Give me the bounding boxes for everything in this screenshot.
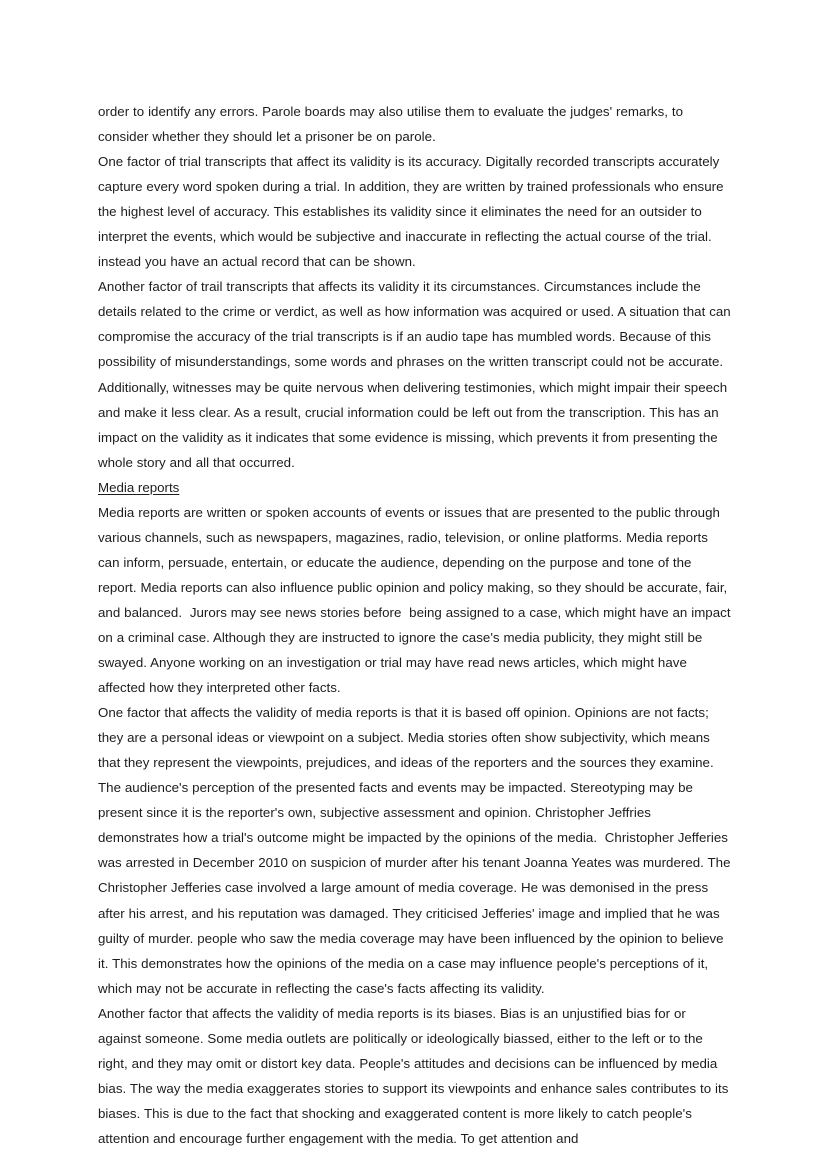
body-paragraph-1: order to identify any errors. Parole boards may also utilise them to evaluate the judges' remarks, to consider whether they should let a prisoner be on parole. [98, 104, 687, 145]
section-heading-media-reports [98, 475, 732, 500]
body-paragraph-5: One factor that affects the validity of media reports is that it is based off opinion. Opinions are not facts; they are a personal ideas or viewpoint on a subject. Media stories often show subjectivity, which means that they represent the viewpoints, prejudices, and ideas of the reporters and the sources they examine. The audience's perception of the presented facts and events may be impacted. Stereotyping may be present since it is the reporter's own, subjective assessment and opinion. Christopher Jeffries demonstrates how a trial's outcome might be impacted by the opinions of the media. Christopher Jefferies was arrested in December 2010 on suspicion of murder after his tenant Joanna Yeates was murdered. The Christopher Jefferies case involved a large amount of media coverage. He was demonised in the press after his arrest, and his reputation was damaged. They criticised Jefferies' image and implied that he was guilty of murder. people who saw the media coverage may have been influenced by the opinion to believe it. This demonstrates how the opinions of the media on a case may influence people's perceptions of it, which may not be accurate in reflecting the case's facts affecting its validity. [98, 705, 735, 996]
document-text-column [98, 99, 735, 1151]
section-heading-media-reports-text: Media reports [98, 479, 180, 495]
body-paragraph-3: Another factor of trail transcripts that affects its validity it its circumstances. Circumstances include the details related to the crime or verdict, as well as how information was acquired or used. A situation that can compromise the accuracy of the trial transcripts is if an audio tape has mumbled words. Because of this possibility of misunderstandings, some words and phrases on the written transcript could not be accurate. Additionally, witnesses may be quite nervous when delivering testimonies, which might impair their speech and make it less clear. As a result, crucial information could be left out from the transcription. This has an impact on the validity as it indicates that some evidence is missing, which prevents it from presenting the whole story and all that occurred. [98, 279, 735, 470]
body-paragraph-6: Another factor that affects the validity of media reports is its biases. Bias is an unjustified bias for or against someone. Some media outlets are politically or ideologically biassed, either to the left or to the right, and they may omit or distort key data. People's attitudes and decisions can be influenced by media bias. The way the media exaggerates stories to support its viewpoints and enhance sales contributes to its biases. This is due to the fact that shocking and exaggerated content is more likely to catch people's attention and encourage further engagement with the media. To get attention and [98, 1005, 733, 1146]
body-paragraph-4: Media reports are written or spoken accounts of events or issues that are presented to the public through various channels, such as newspapers, magazines, radio, television, or online platforms. Media reports can inform, persuade, entertain, or educate the audience, depending on the purpose and tone of the report. Media reports can also influence public opinion and policy making, so they should be accurate, fair, and balanced. Jurors may see news stories before being assigned to a case, which might have an impact on a criminal case. Although they are instructed to ignore the case's media publicity, they might still be swayed. Anyone working on an investigation or trial may have read news articles, which might have affected how they interpreted other facts. [98, 504, 735, 696]
body-paragraph-2: One factor of trial transcripts that affect its validity is its accuracy. Digitally recorded transcripts accurately capture every word spoken during a trial. In addition, they are written by trained professionals who ensure the highest level of accuracy. This establishes its validity since it eliminates the need for an outsider to interpret the events, which would be subjective and inaccurate in reflecting the actual course of the trial. instead you have an actual record that can be shown. [98, 154, 728, 270]
